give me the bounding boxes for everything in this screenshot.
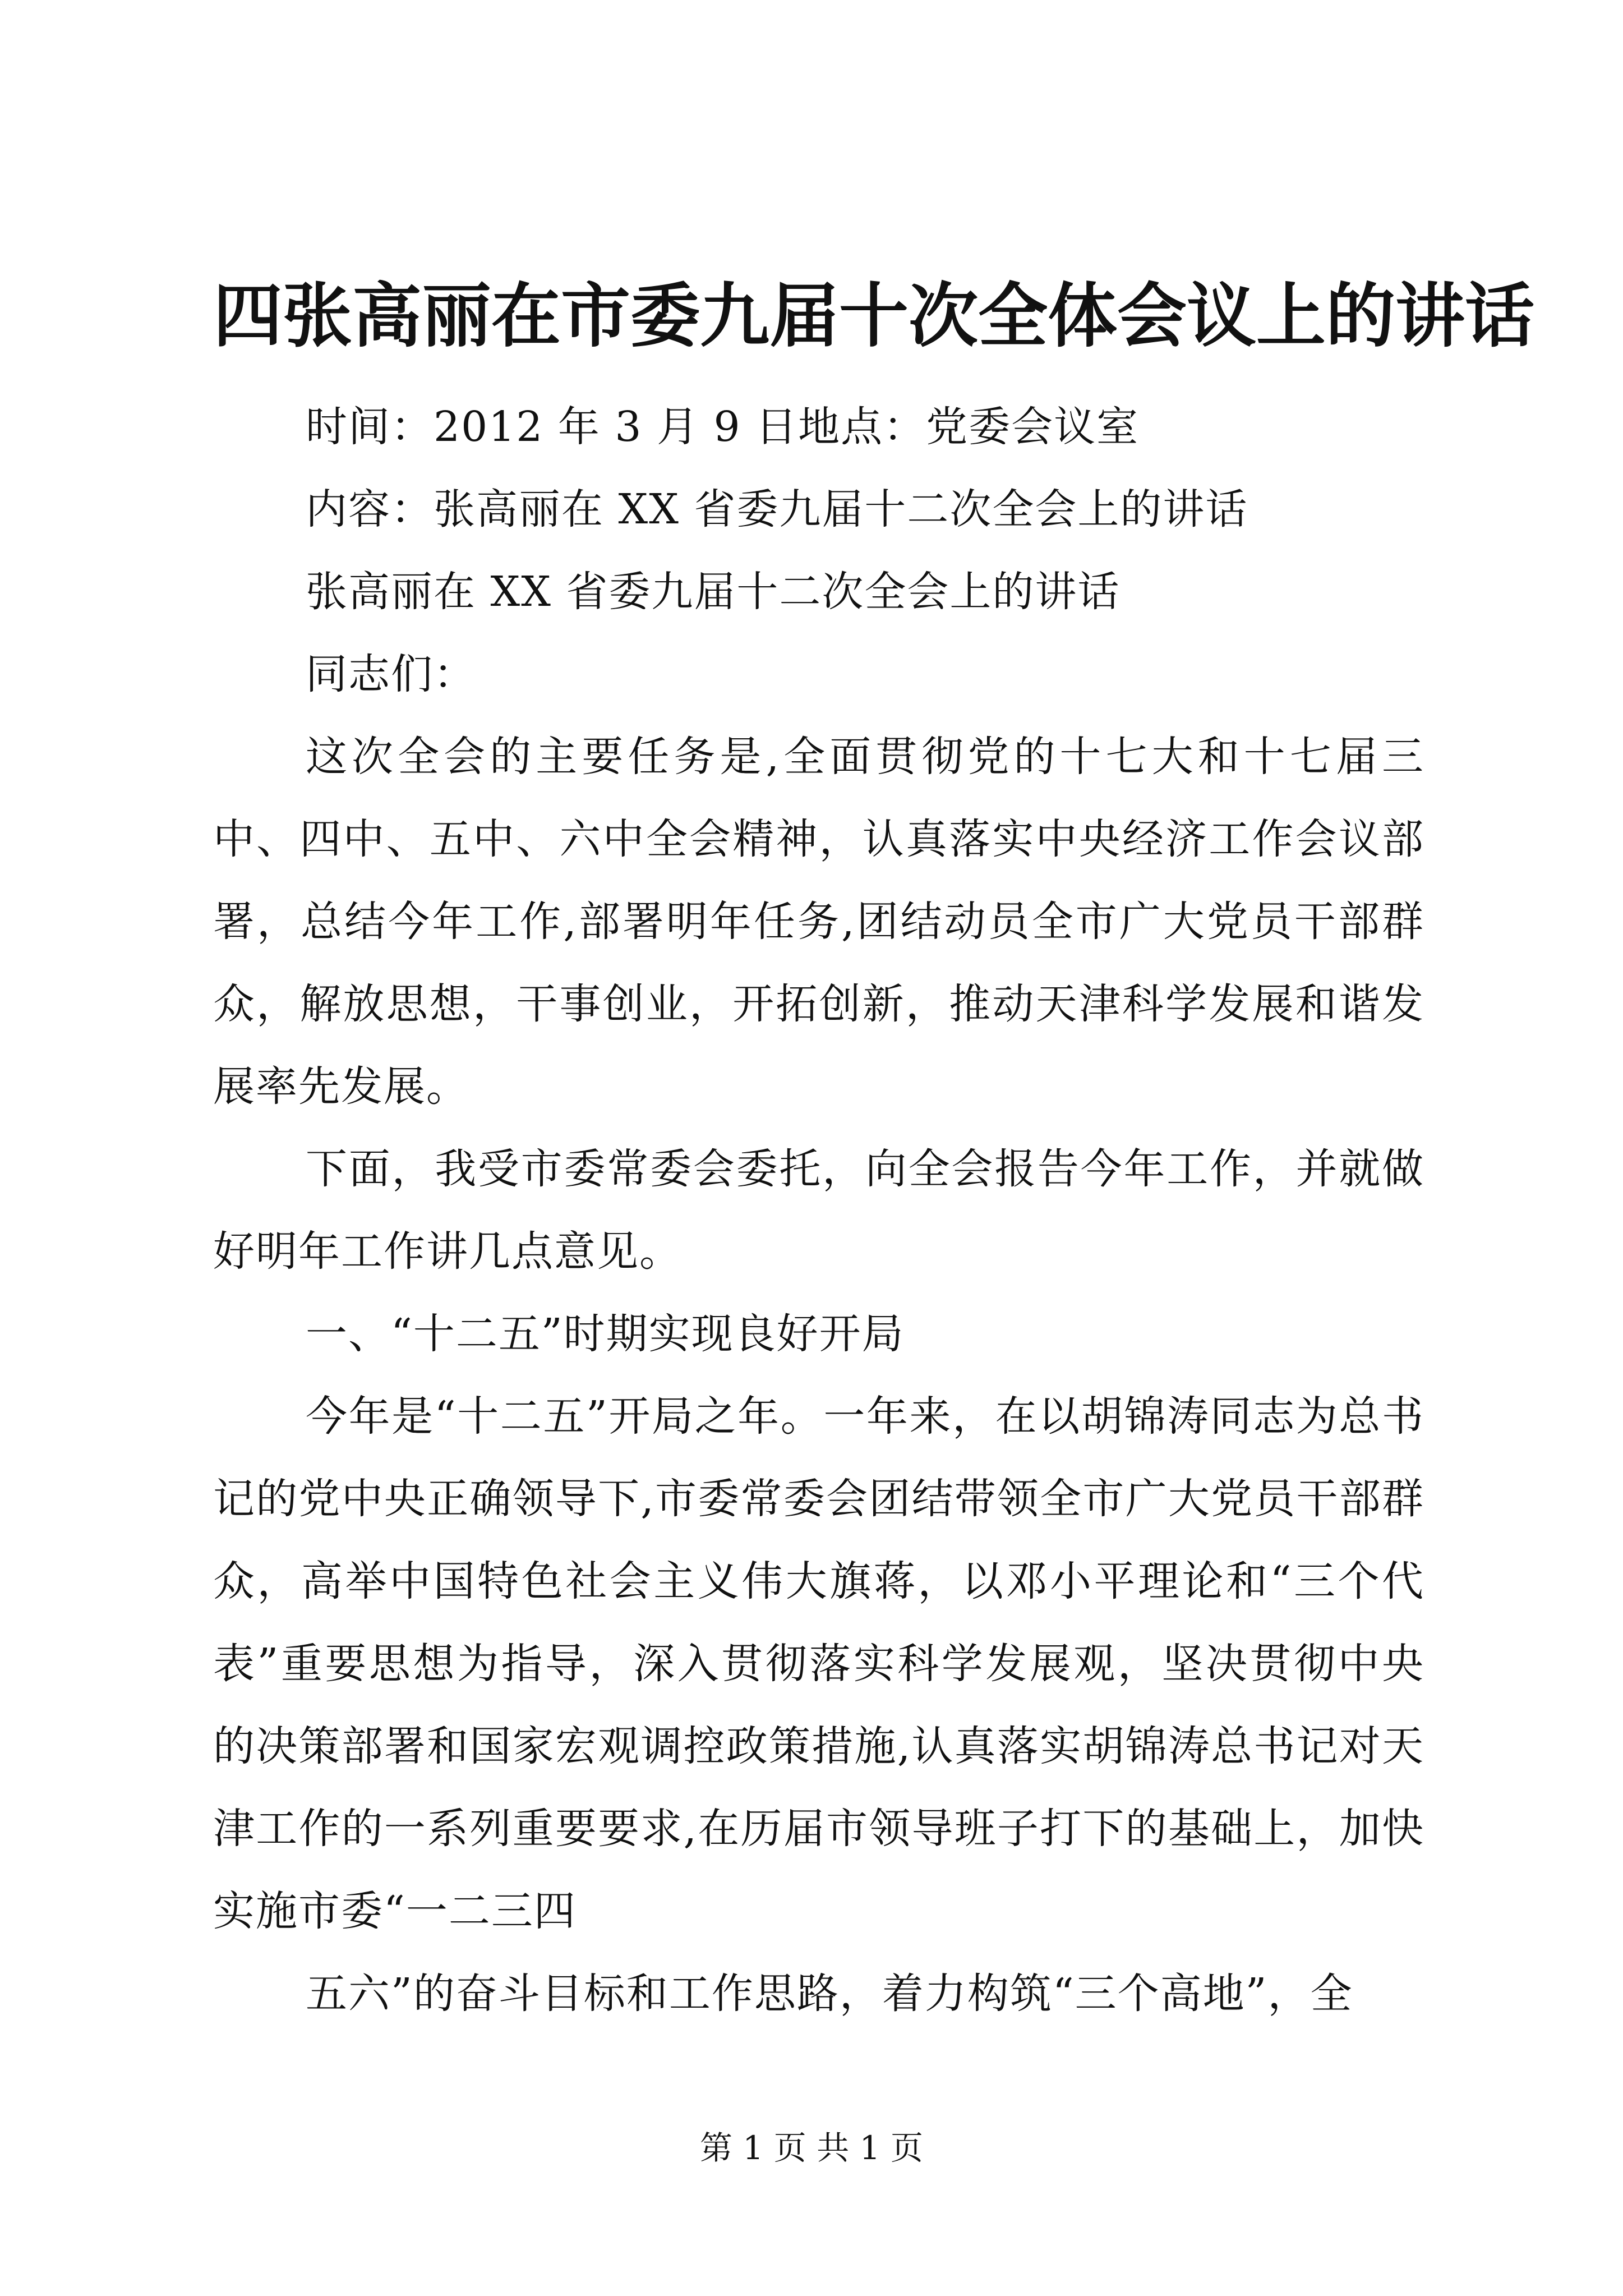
paragraph: 今年是“十二五”开局之年。一年来，在以胡锦涛同志为总书记的党中央正确领导下,市委常委会团结带领全市广大党员干部群众，高举中国特色社会主义伟大旗蒋，以邓小平理论和“三个代表”重要思想为指导，深入贯彻落实科学发展观，坚决贯彻中央的决策部署和国家宏观调控政策措施,认真落实胡锦涛总书记对天津工作的一系列重要要求,在历届市领导班子打下的基础上，加快实施市委“一二三四	[213, 1392, 1424, 1935]
salutation: 同志们：	[306, 650, 476, 698]
document-body	[213, 386, 1424, 2035]
document-title: 四张高丽在市委九届十次全体会议上的讲话	[213, 275, 1535, 357]
page-number-footer: 第 1 页 共 1 页	[700, 2129, 923, 2167]
meta-content: 内容：张高丽在 XX 省委九届十二次全会上的讲话	[306, 485, 1248, 533]
meta-time-location: 时间：2012 年 3 月 9 日地点：党委会议室	[306, 403, 1140, 451]
paragraph: 这次全会的主要任务是,全面贯彻党的十七大和十七届三中、四中、五中、六中全会精神，认真落实中央经济工作会议部署，总结今年工作,部署明年任务,团结动员全市广大党员干部群众，解放思想，干事创业，开拓创新，推动天津科学发展和谐发展率先发展。	[213, 733, 1424, 1111]
speech-heading: 张高丽在 XX 省委九届十二次全会上的讲话	[306, 568, 1121, 616]
paragraph: 五六”的奋斗目标和工作思路，着力构筑“三个高地”，全	[306, 1970, 1353, 2018]
paragraph: 下面，我受市委常委会委托，向全会报告今年工作，并就做好明年工作讲几点意见。	[213, 1145, 1424, 1276]
section-heading: 一、“十二五”时期实现良好开局	[306, 1310, 905, 1358]
